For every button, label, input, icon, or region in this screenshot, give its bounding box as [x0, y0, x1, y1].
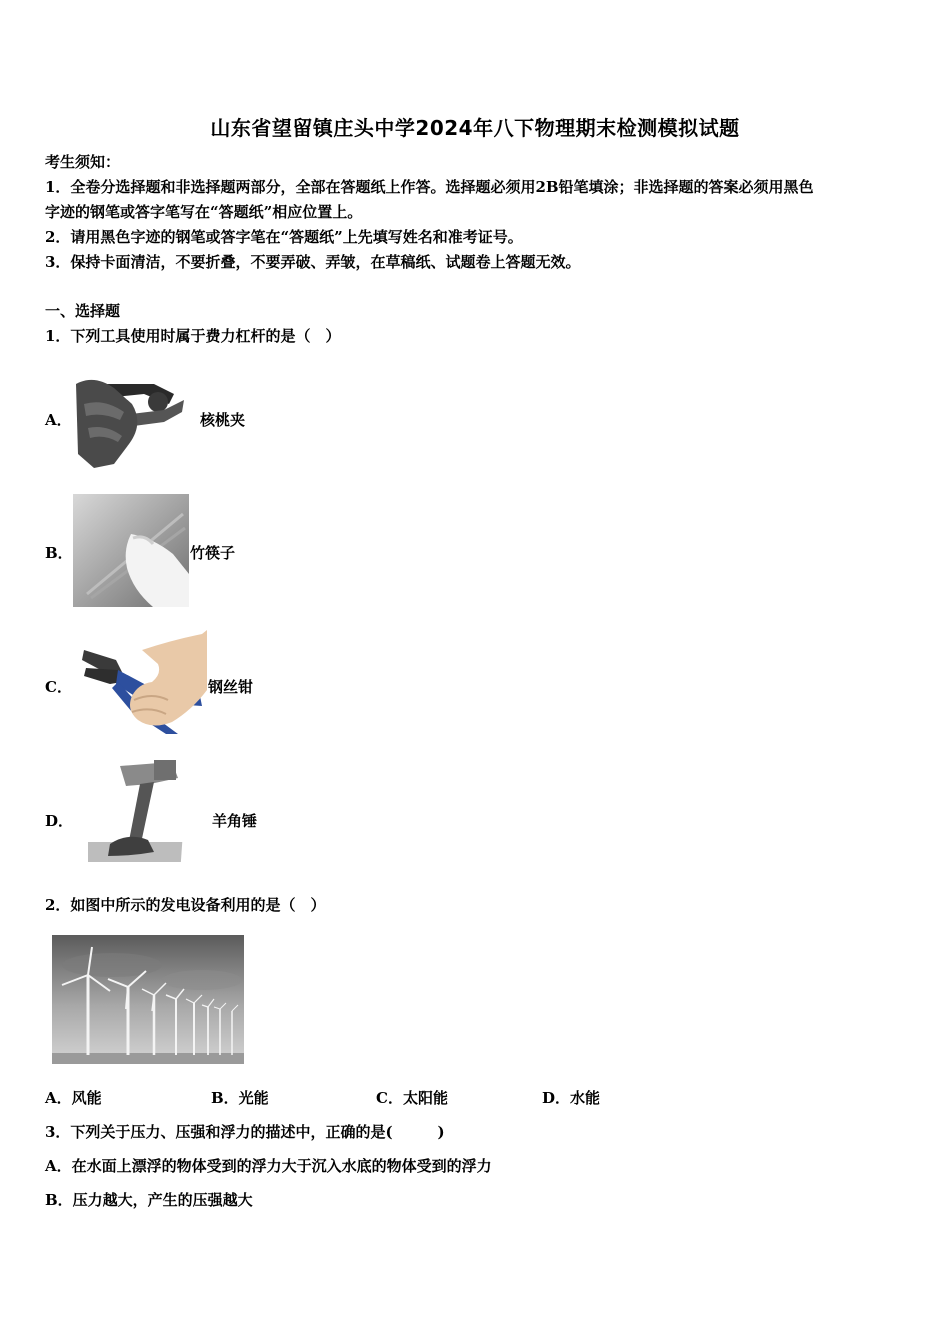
q3-option-b: B．压力越大，产生的压强越大	[45, 1191, 253, 1209]
q1-option-d-letter: D．	[45, 812, 74, 830]
q2-option-d: D．水能	[542, 1089, 601, 1107]
question-3-stem: 3．下列关于压力、压强和浮力的描述中，正确的是( )	[45, 1123, 445, 1141]
chopsticks-image	[73, 494, 189, 607]
q1-option-a-label: 核桃夹	[200, 411, 246, 429]
q1-option-a-letter: A．	[45, 411, 72, 429]
question-1-stem: 1．下列工具使用时属于费力杠杆的是（ ）	[45, 327, 341, 345]
q1-option-c-letter: C．	[45, 678, 72, 696]
notice-item-1-line-1: 1．全卷分选择题和非选择题两部分，全部在答题纸上作答。选择题必须用2B铅笔填涂；非选择题的答案必须用黑色	[45, 178, 814, 196]
q1-option-d-label: 羊角锤	[212, 812, 258, 830]
notice-heading: 考生须知：	[45, 153, 121, 171]
q2-option-b: B．光能	[211, 1089, 269, 1107]
nutcracker-image	[74, 364, 188, 470]
notice-item-3: 3．保持卡面清洁，不要折叠，不要弄破、弄皱，在草稿纸、试题卷上答题无效。	[45, 253, 581, 271]
question-2-stem: 2．如图中所示的发电设备利用的是（ ）	[45, 896, 326, 914]
q2-option-a: A．风能	[45, 1089, 102, 1107]
q1-option-b-letter: B．	[45, 544, 73, 562]
notice-item-1-line-2: 字迹的钢笔或答字笔写在“答题纸”相应位置上。	[45, 203, 363, 221]
claw-hammer-image	[88, 760, 190, 865]
q2-option-c: C．太阳能	[376, 1089, 448, 1107]
section-heading: 一、选择题	[45, 302, 121, 320]
wind-turbines-image	[52, 935, 244, 1064]
pliers-image	[82, 630, 207, 735]
q2-options	[45, 1088, 645, 1108]
notice-item-2: 2．请用黑色字迹的钢笔或答字笔在“答题纸”上先填写姓名和准考证号。	[45, 228, 523, 246]
q1-option-c-label: 钢丝钳	[208, 678, 254, 696]
q3-option-a: A．在水面上漂浮的物体受到的浮力大于沉入水底的物体受到的浮力	[45, 1157, 492, 1175]
q1-option-b-label: 竹筷子	[190, 544, 236, 562]
page-title: 山东省望留镇庄头中学2024年八下物理期末检测模拟试题	[210, 116, 740, 140]
